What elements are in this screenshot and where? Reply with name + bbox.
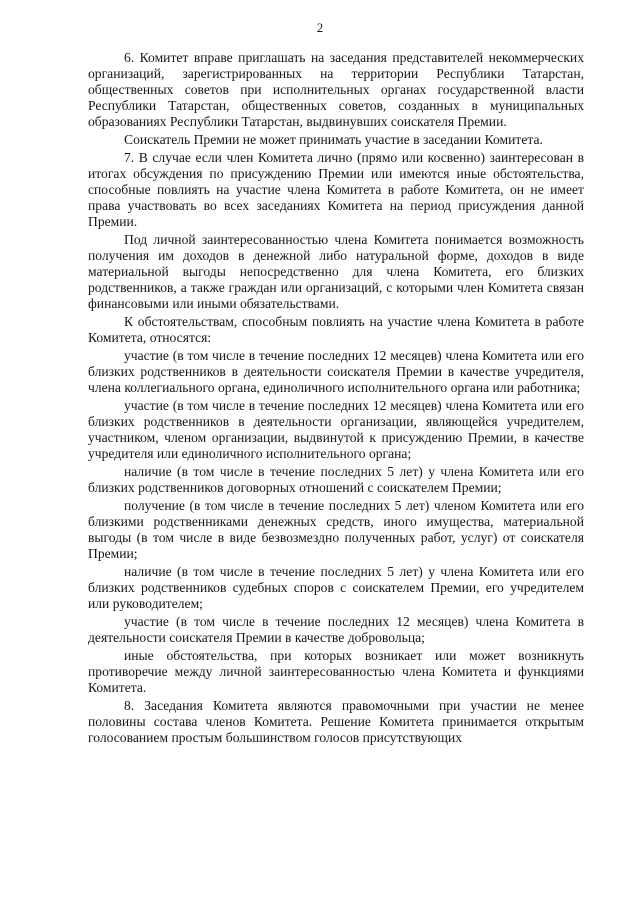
list-item-other-circumstances: иные обстоятельства, при которых возникает или может возникнуть противоречие между личной заинтересованностью члена Комитета и функциями Комитета. <box>88 648 584 695</box>
list-item-participation-applicant: участие (в том числе в течение последних 12 месяцев) члена Комитета или его близких родственников в деятельности соискателя Премии в качестве учредителя, члена коллегиального органа, единоличного исполнительного органа или работника; <box>88 348 584 395</box>
list-item-volunteer: участие (в том числе в течение последних 12 месяцев) члена Комитета в деятельности соискателя Премии в качестве добровольца; <box>88 614 584 645</box>
list-item-receipt-of-funds: получение (в том числе в течение последних 5 лет) членом Комитета или его близкими родственниками денежных средств, иного имущества, материальной выгоды (в том числе в виде безвозмездно полученных работ, услуг) от соискателя Премии; <box>88 498 584 561</box>
list-item-participation-organization: участие (в том числе в течение последних 12 месяцев) члена Комитета или его близких родственников в деятельности организации, являющейся учредителем, участником, членом организации, выдвинутой к присуждению Премии, в качестве учредителя или единоличного исполнительного органа; <box>88 398 584 461</box>
paragraph-6: 6. Комитет вправе приглашать на заседания представителей некоммерческих организаций, зарегистрированных на территории Республики Татарстан, общественных советов при исполнительных органах государственной власти Республики Татарстан, общественных советов, созданных в муниципальных образованиях Республики Татарстан, выдвинувших соискателя Премии. <box>88 50 584 129</box>
paragraph-7: 7. В случае если член Комитета лично (прямо или косвенно) заинтересован в итогах обсуждения по присуждению Премии или имеются иные обстоятельства, способные повлиять на участие члена Комитета в работе Комитета, он не имеет права участвовать во всех заседаниях Комитета на период присуждения данной Премии. <box>88 150 584 229</box>
page-number: 2 <box>316 20 324 35</box>
paragraph-circumstances-intro: К обстоятельствам, способным повлиять на участие члена Комитета в работе Комитета, относятся: <box>88 314 584 345</box>
document-body <box>88 50 584 748</box>
paragraph-applicant-exclusion: Соискатель Премии не может принимать участие в заседании Комитета. <box>124 132 543 147</box>
list-item-court-disputes: наличие (в том числе в течение последних 5 лет) у члена Комитета или его близких родственников судебных споров с соискателем Премии, его учредителем или руководителем; <box>88 564 584 611</box>
paragraph-personal-interest: Под личной заинтересованностью члена Комитета понимается возможность получения им доходов в денежной либо натуральной форме, доходов в виде материальной выгоды непосредственно для члена Комитета, его близких родственников, а также граждан или организаций, с которыми член Комитета связан финансовыми или иными обязательствами. <box>88 232 584 311</box>
paragraph-8: 8. Заседания Комитета являются правомочными при участии не менее половины состава членов Комитета. Решение Комитета принимается открытым голосованием простым большинством голосов присутствующих <box>88 698 584 745</box>
list-item-contract-relations: наличие (в том числе в течение последних 5 лет) у члена Комитета или его близких родственников договорных отношений с соискателем Премии; <box>88 464 584 495</box>
